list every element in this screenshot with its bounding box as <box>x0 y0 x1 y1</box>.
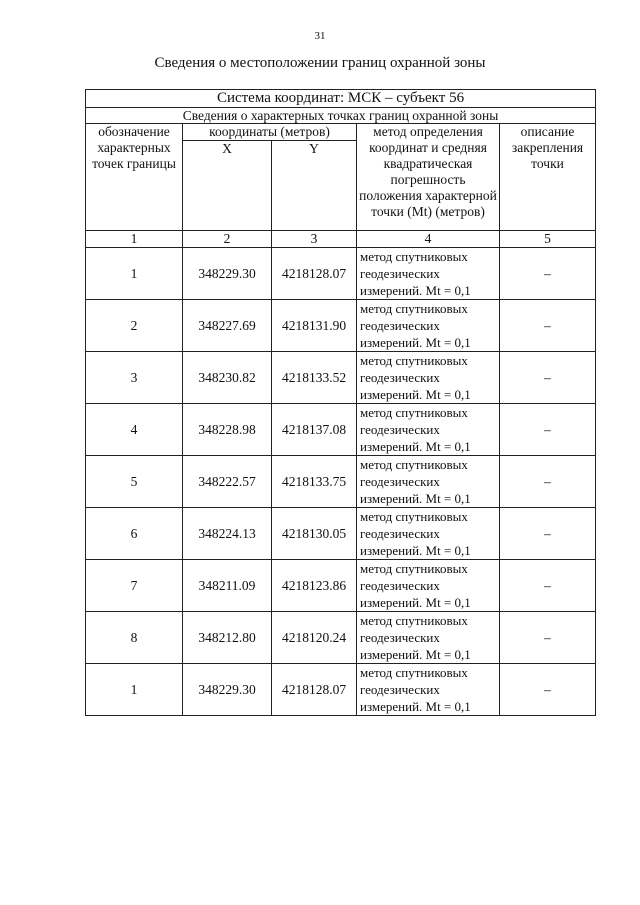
y-cell: 4218123.86 <box>272 560 357 612</box>
method-header: метод определения координат и средняя квадратическая погрешность положения характерной точки (Mt) (метров) <box>357 124 500 231</box>
y-cell: 4218128.07 <box>272 248 357 300</box>
method-cell: метод спутниковых геодезических измерений. Mt = 0,1 <box>357 664 500 716</box>
boundary-points-table <box>85 89 596 716</box>
method-cell: метод спутниковых геодезических измерений. Mt = 0,1 <box>357 352 500 404</box>
description-cell: – <box>500 612 596 664</box>
table-row <box>86 300 596 352</box>
point-cell: 7 <box>86 560 183 612</box>
column-number: 1 <box>86 231 183 248</box>
point-cell: 2 <box>86 300 183 352</box>
x-cell: 348227.69 <box>183 300 272 352</box>
description-cell: – <box>500 560 596 612</box>
method-cell: метод спутниковых геодезических измерений. Mt = 0,1 <box>357 456 500 508</box>
description-header: описание закрепления точки <box>500 124 596 231</box>
y-cell: 4218130.05 <box>272 508 357 560</box>
point-cell: 4 <box>86 404 183 456</box>
method-cell: метод спутниковых геодезических измерений. Mt = 0,1 <box>357 508 500 560</box>
x-cell: 348230.82 <box>183 352 272 404</box>
y-cell: 4218137.08 <box>272 404 357 456</box>
table-subtitle: Сведения о характерных точках границ охранной зоны <box>86 108 596 124</box>
description-cell: – <box>500 300 596 352</box>
description-cell: – <box>500 664 596 716</box>
point-cell: 8 <box>86 612 183 664</box>
point-cell: 1 <box>86 664 183 716</box>
table-row <box>86 352 596 404</box>
method-cell: метод спутниковых геодезических измерений. Mt = 0,1 <box>357 248 500 300</box>
point-cell: 1 <box>86 248 183 300</box>
x-cell: 348228.98 <box>183 404 272 456</box>
x-cell: 348211.09 <box>183 560 272 612</box>
x-cell: 348222.57 <box>183 456 272 508</box>
description-cell: – <box>500 456 596 508</box>
y-cell: 4218133.52 <box>272 352 357 404</box>
x-cell: 348229.30 <box>183 664 272 716</box>
description-cell: – <box>500 404 596 456</box>
method-cell: метод спутниковых геодезических измерений. Mt = 0,1 <box>357 560 500 612</box>
y-header: Y <box>272 141 357 231</box>
column-number: 2 <box>183 231 272 248</box>
y-cell: 4218120.24 <box>272 612 357 664</box>
coordinate-system-header: Система координат: МСК – субъект 56 <box>86 90 596 108</box>
method-cell: метод спутниковых геодезических измерений. Mt = 0,1 <box>357 300 500 352</box>
x-header: X <box>183 141 272 231</box>
column-number: 3 <box>272 231 357 248</box>
x-cell: 348224.13 <box>183 508 272 560</box>
point-cell: 6 <box>86 508 183 560</box>
table-row <box>86 456 596 508</box>
point-header: обозначение характерных точек границы <box>86 124 183 231</box>
table-row <box>86 664 596 716</box>
y-cell: 4218133.75 <box>272 456 357 508</box>
description-cell: – <box>500 352 596 404</box>
method-cell: метод спутниковых геодезических измерений. Mt = 0,1 <box>357 404 500 456</box>
page-title: Сведения о местоположении границ охранной зоны <box>154 55 486 71</box>
x-cell: 348229.30 <box>183 248 272 300</box>
y-cell: 4218128.07 <box>272 664 357 716</box>
description-cell: – <box>500 508 596 560</box>
page-number: 31 <box>314 30 326 42</box>
description-cell: – <box>500 248 596 300</box>
table-row <box>86 248 596 300</box>
y-cell: 4218131.90 <box>272 300 357 352</box>
method-cell: метод спутниковых геодезических измерений. Mt = 0,1 <box>357 612 500 664</box>
coordinates-header: координаты (метров) <box>183 124 357 141</box>
table-row <box>86 612 596 664</box>
table-row <box>86 560 596 612</box>
table-row <box>86 508 596 560</box>
column-number: 4 <box>357 231 500 248</box>
column-number: 5 <box>500 231 596 248</box>
point-cell: 5 <box>86 456 183 508</box>
x-cell: 348212.80 <box>183 612 272 664</box>
point-cell: 3 <box>86 352 183 404</box>
table-row <box>86 404 596 456</box>
